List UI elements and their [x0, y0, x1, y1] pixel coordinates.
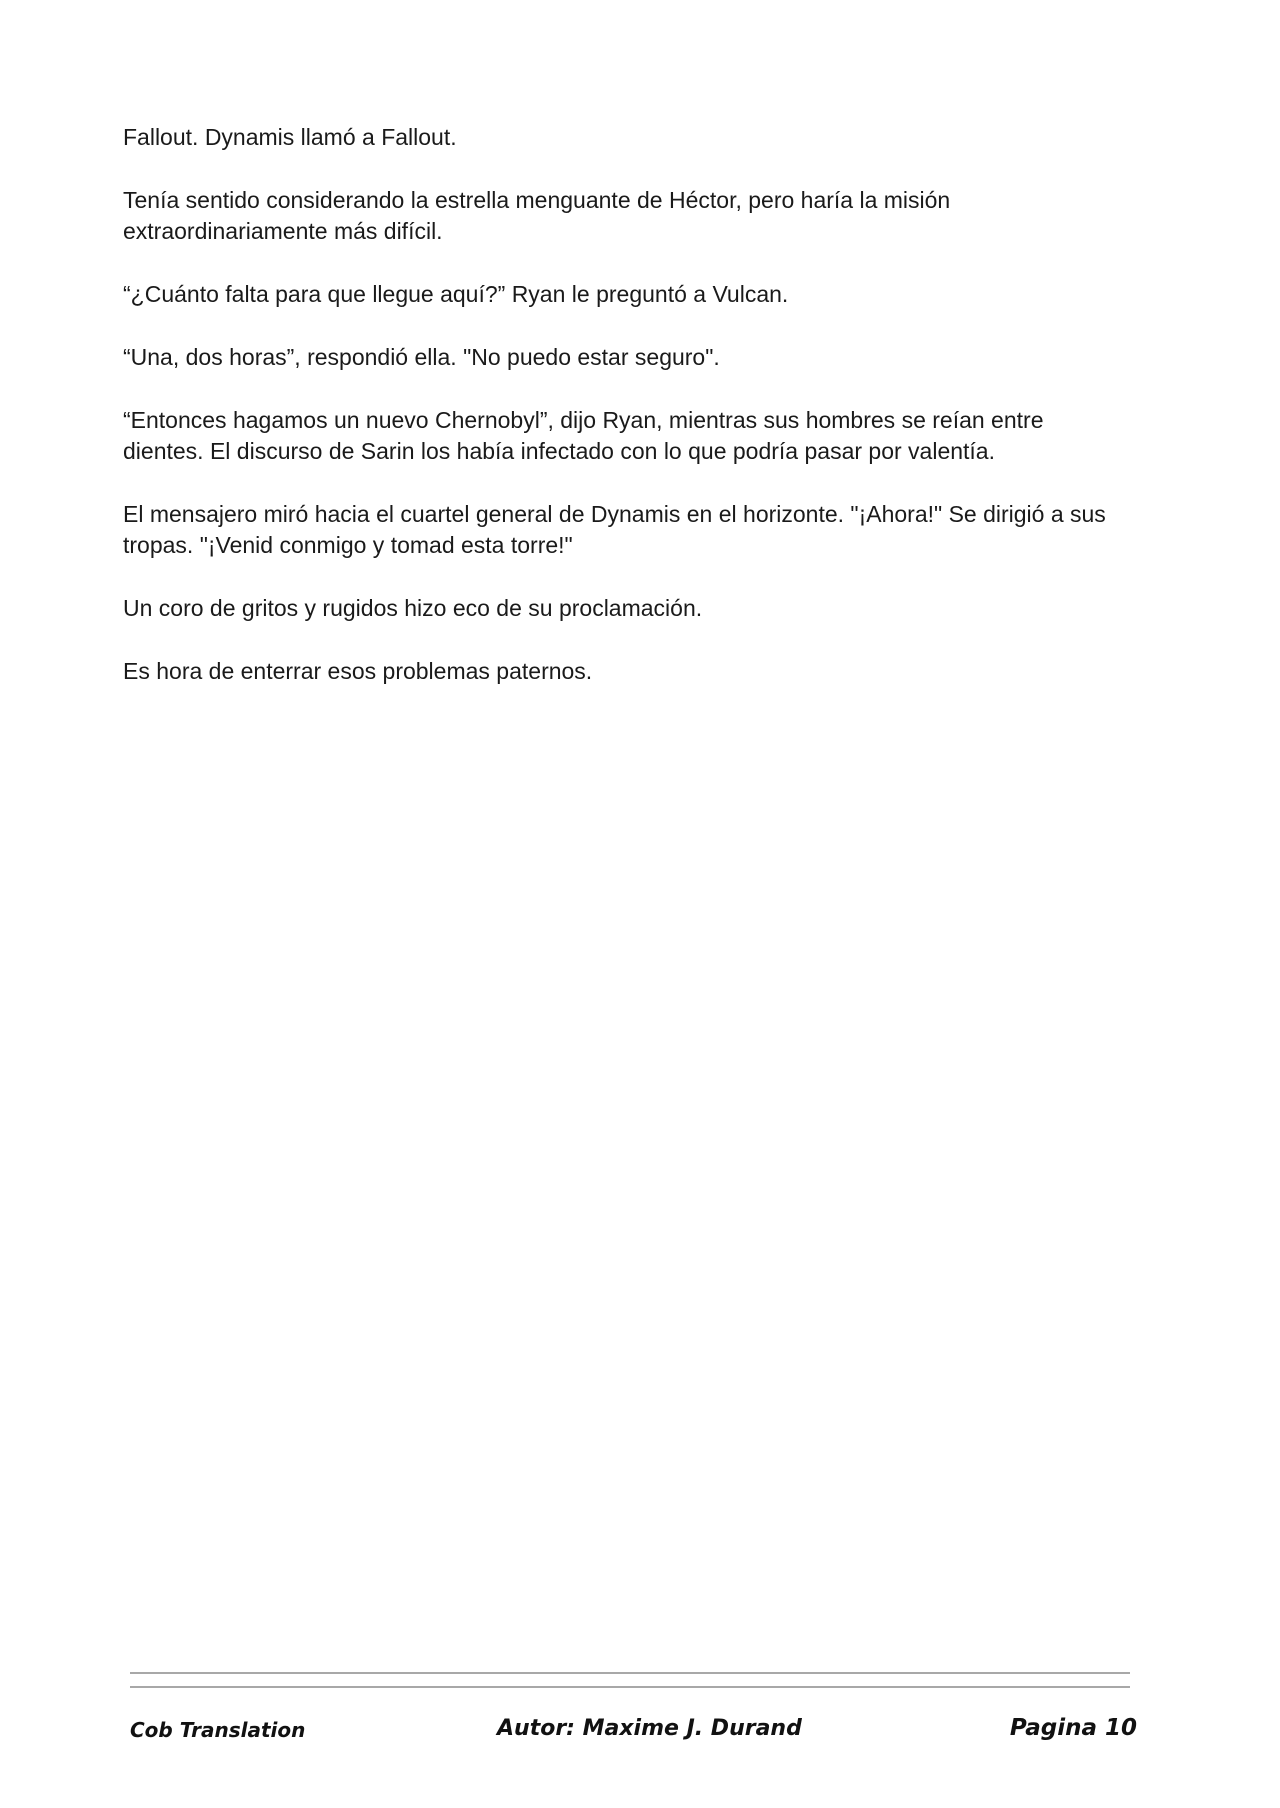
paragraph-8: Es hora de enterrar esos problemas paternos.	[123, 658, 593, 684]
paragraph-6: El mensajero miró hacia el cuartel general de Dynamis en el horizonte. "¡Ahora!" Se dirigió a sus tropas. "¡Venid conmigo y tomad esta torre!"	[123, 501, 1106, 558]
paragraph-7: Un coro de gritos y rugidos hizo eco de su proclamación.	[123, 595, 703, 621]
paragraph-1: Fallout. Dynamis llamó a Fallout.	[123, 124, 457, 150]
paragraph-4: “Una, dos horas”, respondió ella. "No puedo estar seguro".	[123, 344, 720, 370]
document-body	[123, 122, 1123, 719]
footer-rule-bottom	[130, 1686, 1130, 1688]
page-footer	[0, 1714, 1280, 1754]
footer-author: Autor: Maxime J. Durand	[497, 1716, 802, 1741]
paragraph-2: Tenía sentido considerando la estrella menguante de Héctor, pero haría la misión extraordinariamente más difícil.	[123, 187, 951, 244]
paragraph-3: “¿Cuánto falta para que llegue aquí?” Ryan le preguntó a Vulcan.	[123, 281, 789, 307]
footer-translator: Cob Translation	[130, 1718, 306, 1742]
footer-rule-top	[130, 1672, 1130, 1674]
paragraph-5: “Entonces hagamos un nuevo Chernobyl”, dijo Ryan, mientras sus hombres se reían entre dientes. El discurso de Sarin los había infectado con lo que podría pasar por valentía.	[123, 407, 1044, 464]
footer-page-number: Pagina 10	[1009, 1715, 1137, 1741]
